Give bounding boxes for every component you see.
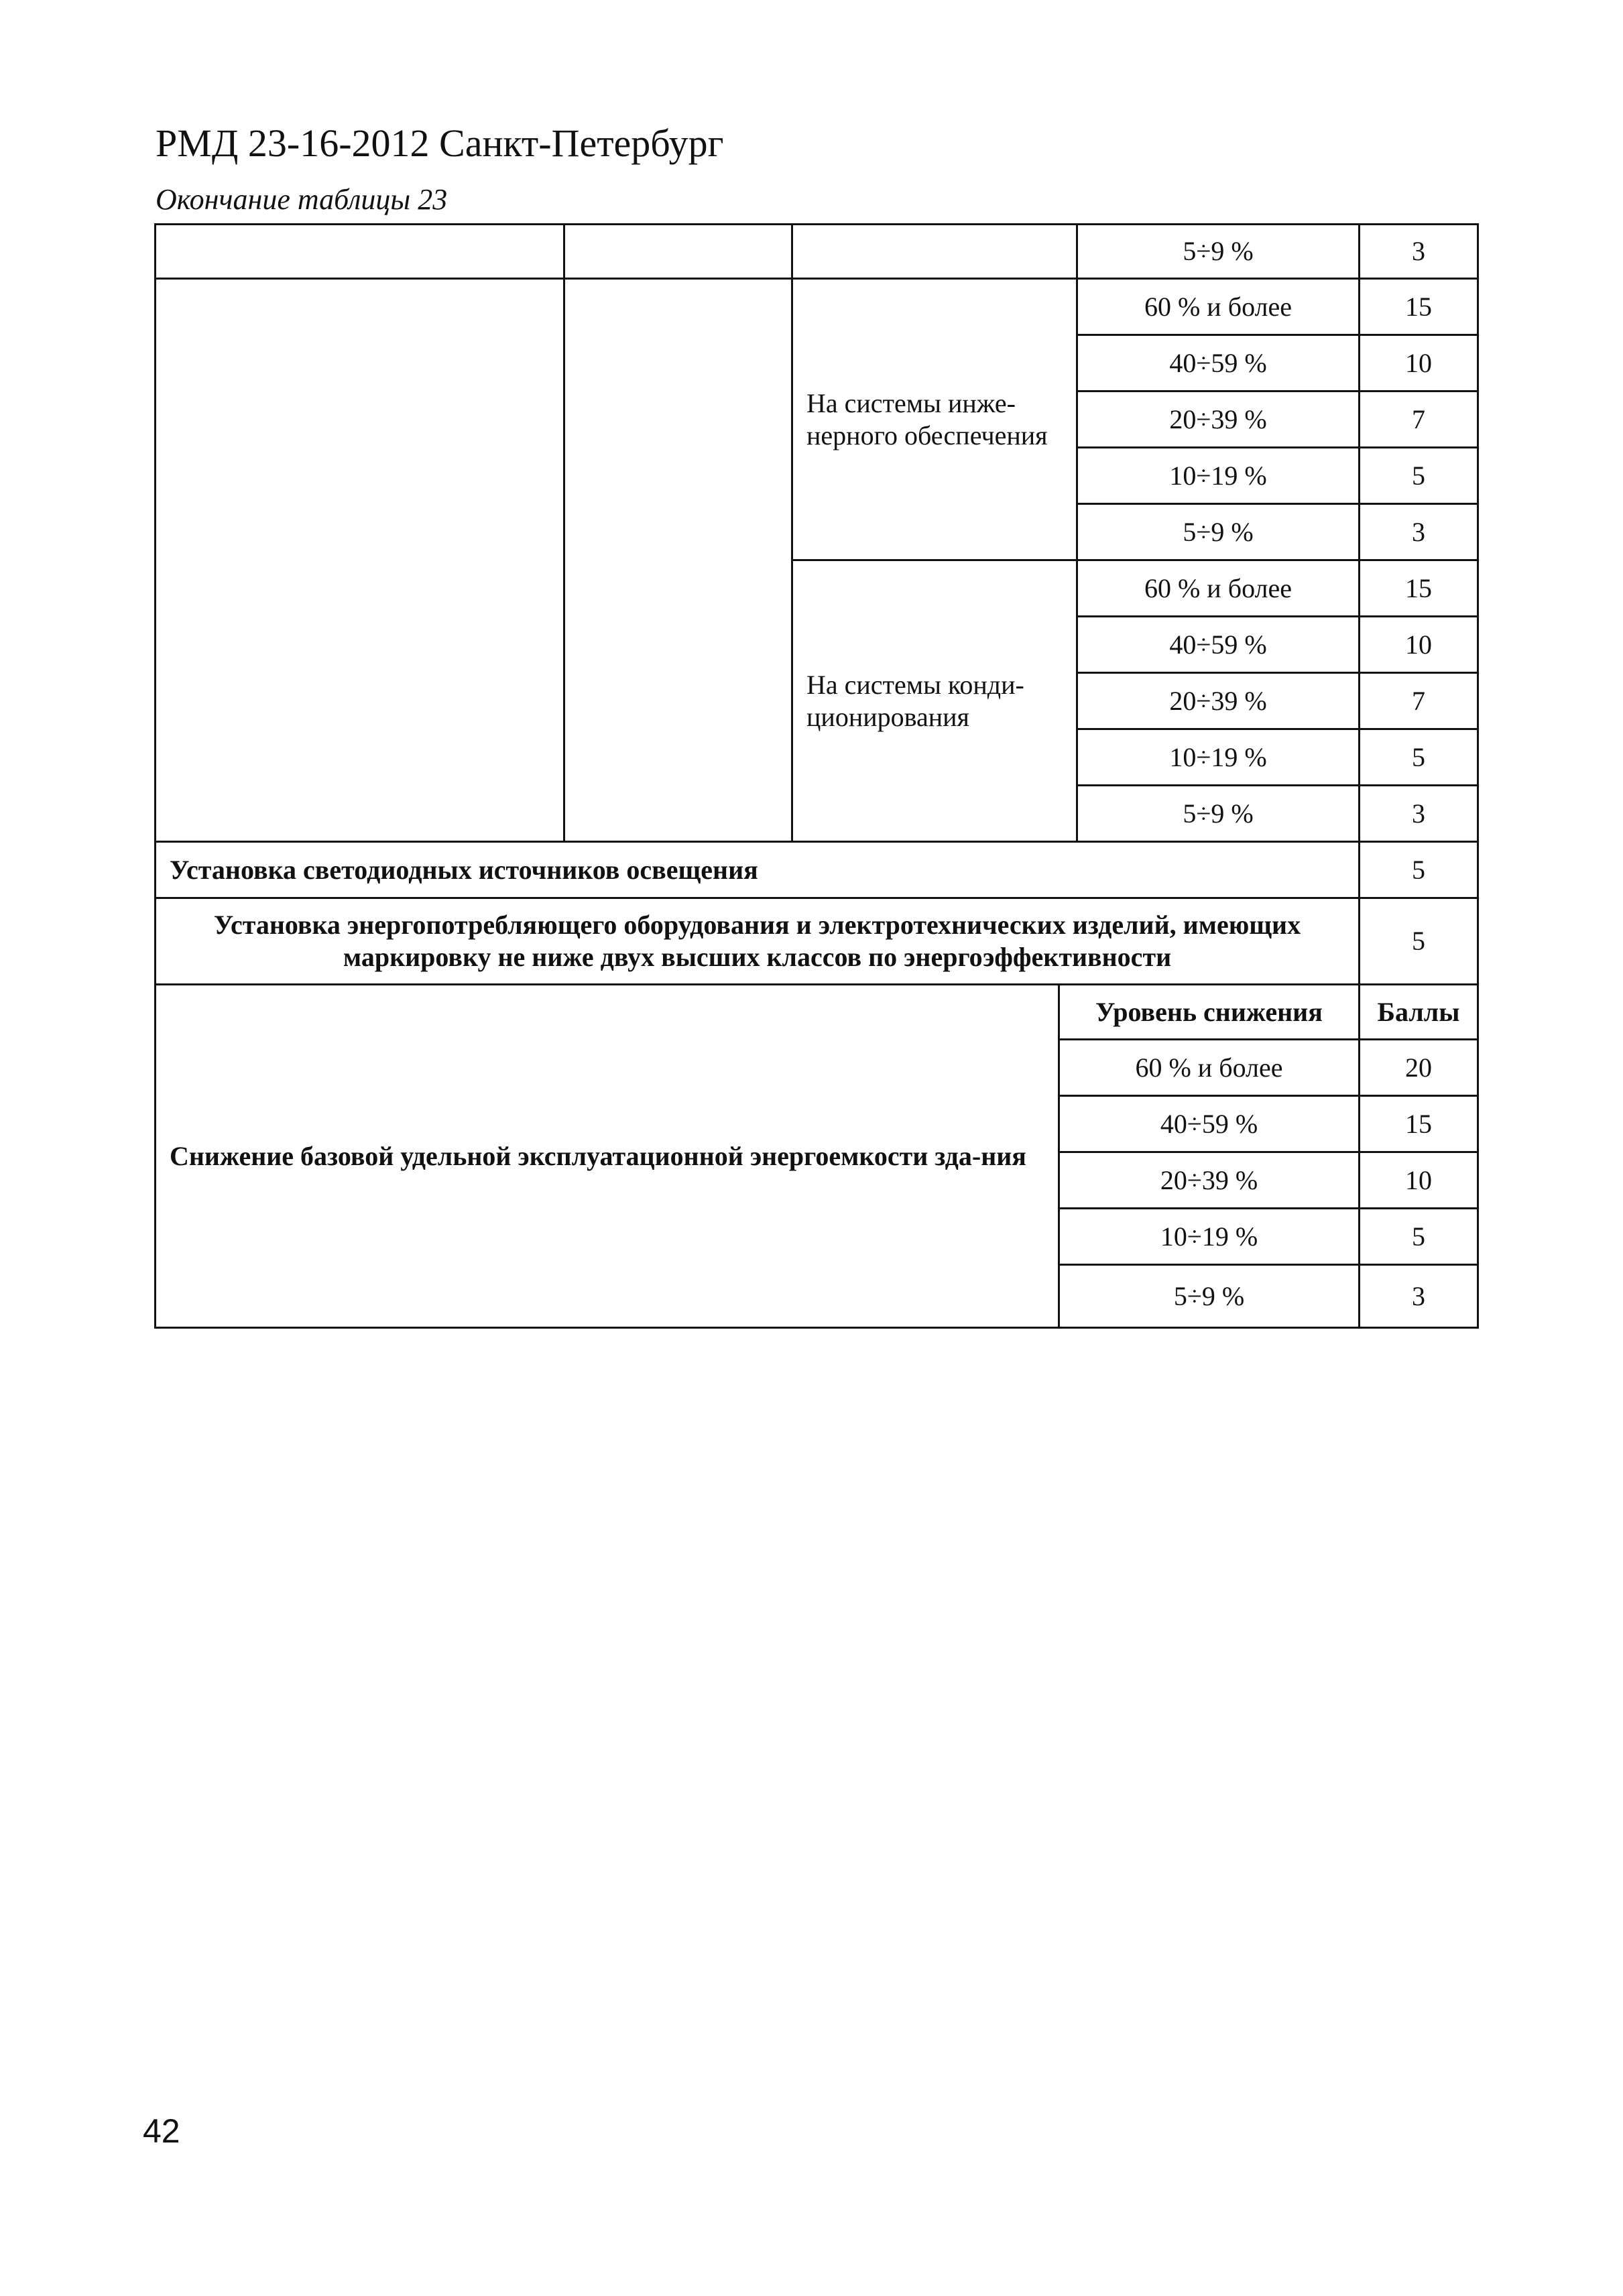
points-cell: 20: [1358, 1038, 1479, 1097]
level-cell: 5÷9 %: [1076, 503, 1360, 561]
conditioning-systems-label: На системы конди-ционирования: [791, 559, 1078, 843]
table-cell-empty: [154, 278, 565, 843]
level-cell: 60 % и более: [1058, 1038, 1360, 1097]
points-cell: 5: [1358, 728, 1479, 786]
points-cell: 3: [1358, 784, 1479, 843]
table-caption: Окончание таблицы 23: [156, 183, 448, 216]
level-cell: 40÷59 %: [1076, 334, 1360, 392]
table-cell-empty: [563, 223, 793, 280]
table-23-continuation: [154, 223, 1479, 1329]
points-cell: 7: [1358, 390, 1479, 448]
points-cell: 15: [1358, 278, 1479, 336]
energy-intensity-label: Снижение базовой удельной эксплуатационной энергоемкости зда-ния: [154, 983, 1060, 1329]
efficient-equipment-label: Установка энергопотребляющего оборудования и электротехнических изделий, имеющих маркировку не ниже двух высших классов по энергоэффективности: [154, 897, 1360, 985]
level-cell: 20÷39 %: [1076, 390, 1360, 448]
table-cell-empty: [154, 223, 565, 280]
level-cell: 5÷9 %: [1058, 1264, 1360, 1329]
points-cell: 5: [1358, 446, 1479, 505]
level-cell: 40÷59 %: [1076, 615, 1360, 674]
level-header: Уровень снижения: [1058, 983, 1360, 1040]
points-cell: 3: [1358, 503, 1479, 561]
engineering-systems-label: На системы инже-нерного обеспечения: [791, 278, 1078, 561]
level-cell: 20÷39 %: [1058, 1151, 1360, 1209]
points-cell: 15: [1358, 559, 1479, 617]
level-cell: 40÷59 %: [1058, 1095, 1360, 1153]
table-cell-empty: [563, 278, 793, 843]
points-cell: 3: [1358, 223, 1479, 280]
points-cell: 10: [1358, 615, 1479, 674]
points-cell: 10: [1358, 1151, 1479, 1209]
level-cell: 20÷39 %: [1076, 672, 1360, 730]
points-cell: 5: [1358, 897, 1479, 985]
points-cell: 10: [1358, 334, 1479, 392]
led-lighting-label: Установка светодиодных источников освещения: [154, 841, 1360, 899]
level-cell: 5÷9 %: [1076, 784, 1360, 843]
points-header: Баллы: [1358, 983, 1479, 1040]
page-number: 42: [143, 2112, 180, 2150]
level-cell: 10÷19 %: [1076, 446, 1360, 505]
level-cell: 60 % и более: [1076, 559, 1360, 617]
document-header: РМД 23-16-2012 Санкт-Петербург: [156, 121, 724, 165]
level-cell: 10÷19 %: [1076, 728, 1360, 786]
level-cell: 5÷9 %: [1076, 223, 1360, 280]
table-cell-empty: [791, 223, 1078, 280]
points-cell: 5: [1358, 841, 1479, 899]
points-cell: 15: [1358, 1095, 1479, 1153]
points-cell: 5: [1358, 1207, 1479, 1266]
level-cell: 10÷19 %: [1058, 1207, 1360, 1266]
points-cell: 3: [1358, 1264, 1479, 1329]
level-cell: 60 % и более: [1076, 278, 1360, 336]
points-cell: 7: [1358, 672, 1479, 730]
